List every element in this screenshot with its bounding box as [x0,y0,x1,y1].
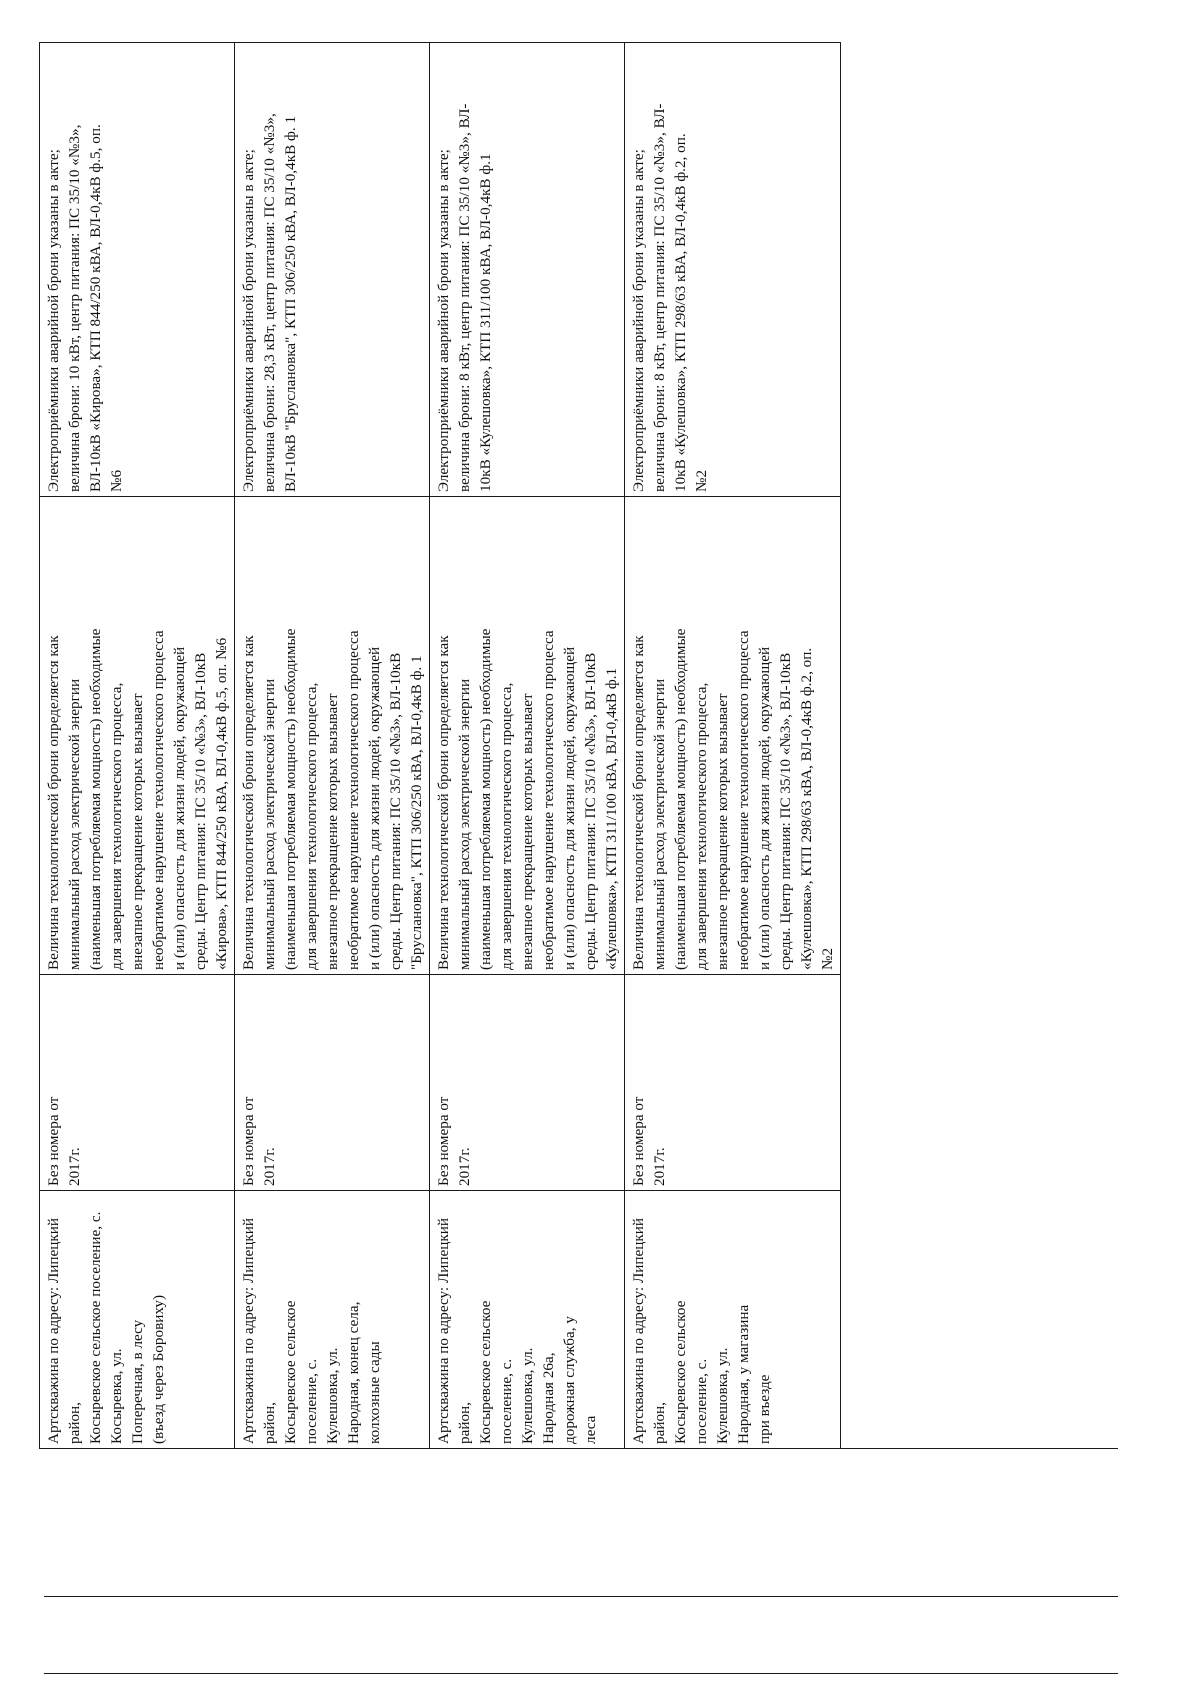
document-cell: Без номера от 2017г. [625,975,841,1191]
divider-line [44,1673,1118,1674]
reserve-table [39,42,841,1449]
emergency-reserve-cell: Электроприёмники аварийной брони указаны в акте; величина брони: 8 кВт, центр питания: ПС 35/10 «№3», ВЛ- 10кВ «Кулешовка», КТП 311/100 кВА, ВЛ-0,4кВ ф.1 [430,43,625,497]
tech-reserve-cell: Величина технологической брони определяется как минимальный расход электрической энергии (наименьшая потребляемая мощность) необходимые для завершения технологического процесса, внезапное прекращение которых вызывает необратимое нарушение технологического процесса и (или) опасность для жизни людей, окружающей среды. Центр питания: ПС 35/10 «№3», ВЛ-10кВ «Кирова», КТП 844/250 кВА, ВЛ-0,4кВ ф.5, оп. №6 [40,497,235,975]
address-cell: Артскважина по адресу: Липецкий район, Косыревское сельское поселение, с. Косыревка, ул. Поперечная, в лесу (въезд через Боровиху) [40,1191,235,1449]
table-row [40,43,235,1449]
table-row [430,43,625,1449]
tech-reserve-cell: Величина технологической брони определяется как минимальный расход электрической энергии (наименьшая потребляемая мощность) необходимые для завершения технологического процесса, внезапное прекращение которых вызывает необратимое нарушение технологического процесса и (или) опасность для жизни людей, окружающей среды. Центр питания: ПС 35/10 «№3», ВЛ-10кВ "Бруслановка", КТП 306/250 кВА, ВЛ-0,4кВ ф. 1 [235,497,430,975]
emergency-reserve-cell: Электроприёмники аварийной брони указаны в акте; величина брони: 8 кВт, центр питания: ПС 35/10 «№3», ВЛ- 10кВ «Кулешовка», КТП 298/63 кВА, ВЛ-0,4кВ ф.2, оп. №2 [625,43,841,497]
document-cell: Без номера от 2017г. [40,975,235,1191]
table-row [625,43,841,1449]
address-cell: Артскважина по адресу: Липецкий район, Косыревское сельское поселение, с. Кулешовка, ул. Народная, у магазина при въезде [625,1191,841,1449]
tech-reserve-cell: Величина технологической брони определяется как минимальный расход электрической энергии (наименьшая потребляемая мощность) необходимые для завершения технологического процесса, внезапное прекращение которых вызывает необратимое нарушение технологического процесса и (или) опасность для жизни людей, окружающей среды. Центр питания: ПС 35/10 «№3», ВЛ-10кВ «Кулешовка», КТП 311/100 кВА, ВЛ-0,4кВ ф.1 [430,497,625,975]
document-cell: Без номера от 2017г. [235,975,430,1191]
address-cell: Артскважина по адресу: Липецкий район, Косыревское сельское поселение, с. Кулешовка, ул. Народная, конец села, колхозные сады [235,1191,430,1449]
emergency-reserve-cell: Электроприёмники аварийной брони указаны в акте; величина брони: 28,3 кВт, центр питания: ПС 35/10 «№3», ВЛ-10кВ "Бруслановка", КТП 306/250 кВА, ВЛ-0,4кВ ф. 1 [235,43,430,497]
emergency-reserve-cell: Электроприёмники аварийной брони указаны в акте; величина брони: 10 кВт, центр питания: ПС 35/10 «№3», ВЛ-10кВ «Кирова», КТП 844/250 кВА, ВЛ-0,4кВ ф.5, оп. №6 [40,43,235,497]
divider-line [44,1448,1118,1449]
table-row [235,43,430,1449]
divider-line [44,1596,1118,1597]
address-cell: Артскважина по адресу: Липецкий район, Косыревское сельское поселение, с. Кулешовка, ул. Народная 26а, дорожная служба, у леса [430,1191,625,1449]
rotated-table-container [39,43,836,1449]
document-cell: Без номера от 2017г. [430,975,625,1191]
tech-reserve-cell: Величина технологической брони определяется как минимальный расход электрической энергии (наименьшая потребляемая мощность) необходимые для завершения технологического процесса, внезапное прекращение которых вызывает необратимое нарушение технологического процесса и (или) опасность для жизни людей, окружающей среды. Центр питания: ПС 35/10 «№3», ВЛ-10кВ «Кулешовка», КТП 298/63 кВА, ВЛ-0,4кВ ф.2, оп. №2 [625,497,841,975]
